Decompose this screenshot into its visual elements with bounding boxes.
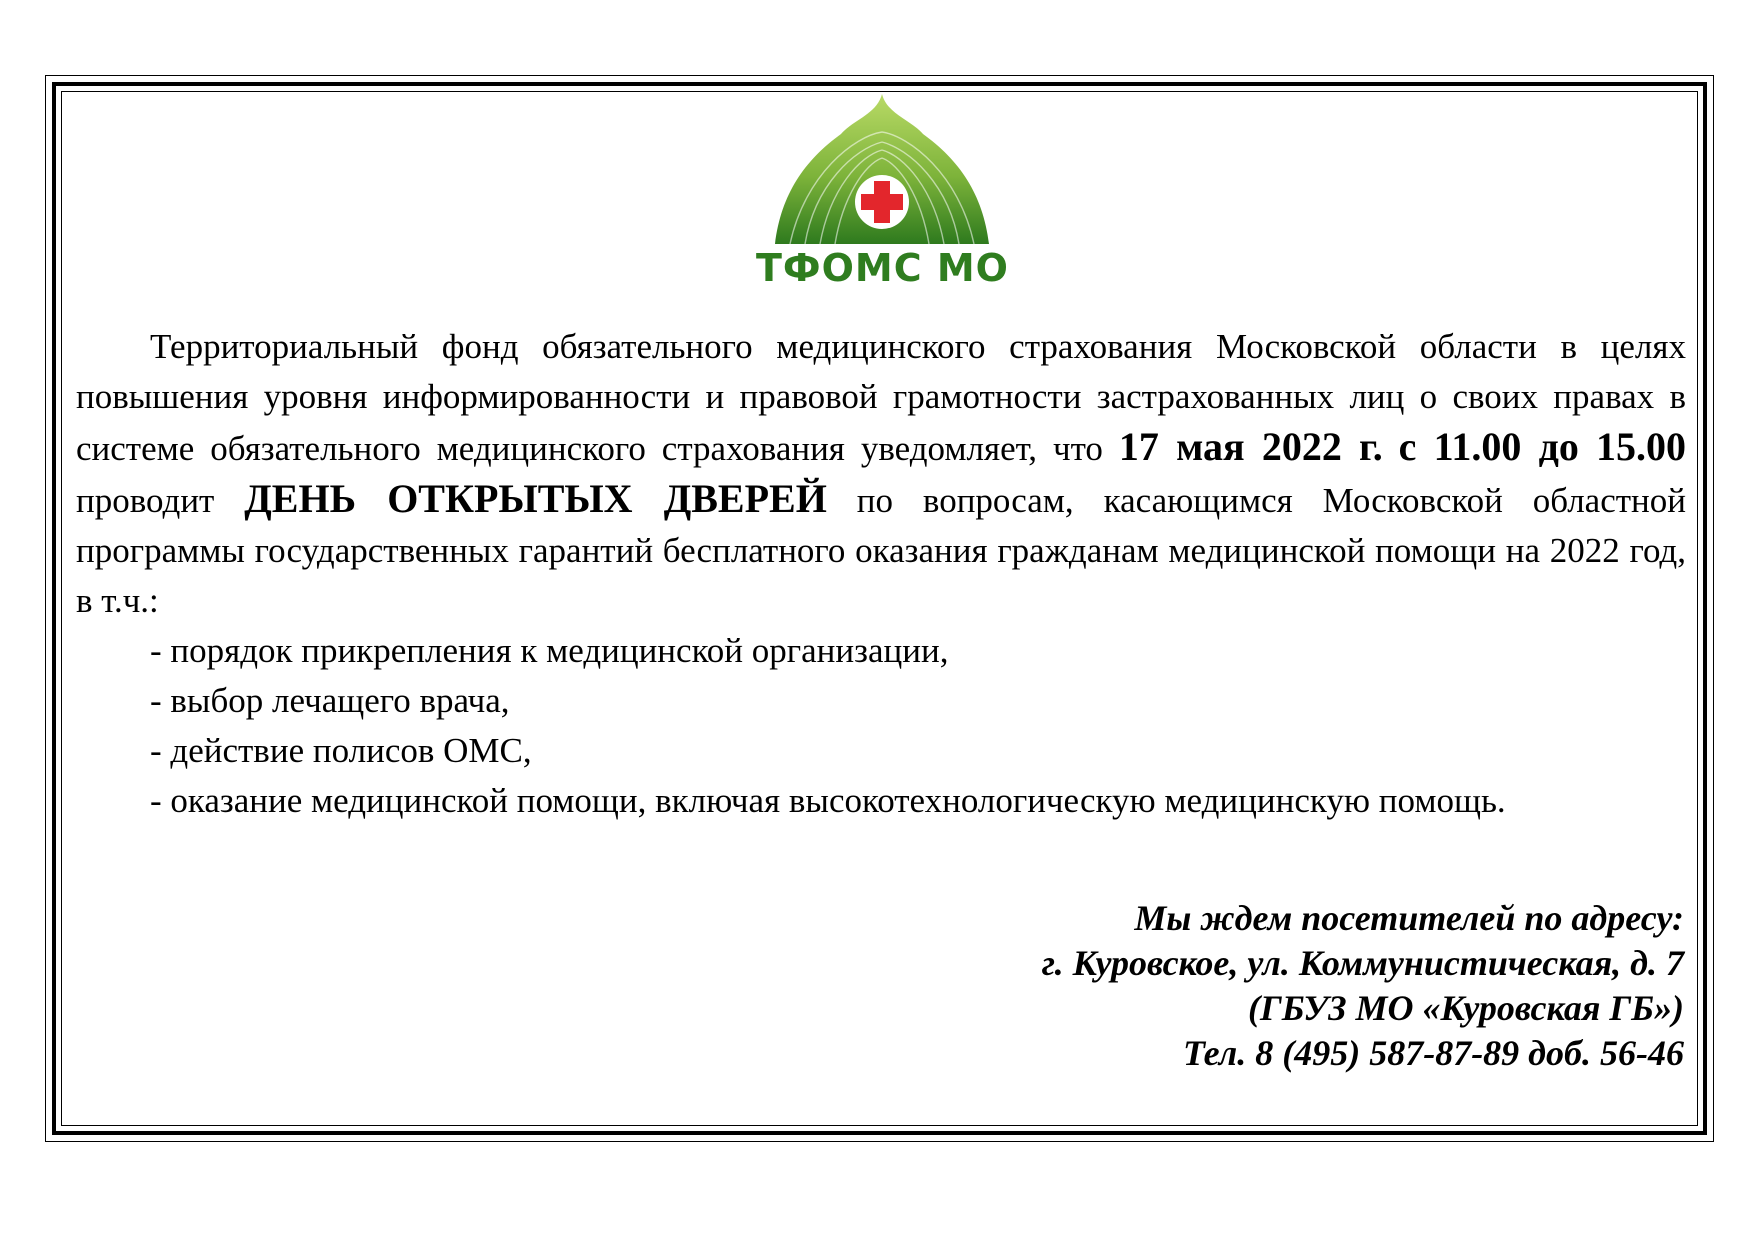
address-street: г. Куровское, ул. Коммунистическая, д. 7 (1041, 943, 1684, 983)
tfoms-logo (745, 94, 1020, 292)
notice-body (76, 322, 1686, 826)
list-item: - порядок прикрепления к медицинской организации, (150, 631, 949, 670)
list-item: - оказание медицинской помощи, включая высокотехнологическую медицинскую помощь. (150, 781, 1506, 820)
address-organization: (ГБУЗ МО «Куровская ГБ») (1248, 988, 1684, 1028)
notice-paragraph (76, 322, 1686, 626)
notice-event-title: ДЕНЬ ОТКРЫТЫХ ДВЕРЕЙ (244, 476, 827, 521)
address-block (1042, 896, 1684, 1076)
address-phone: Тел. 8 (495) 587-87-89 доб. 56-46 (1182, 1033, 1684, 1073)
list-item: - действие полисов ОМС, (150, 731, 532, 770)
address-heading: Мы ждем посетителей по адресу: (1134, 898, 1684, 938)
notice-date: 17 мая 2022 г. (1118, 424, 1383, 469)
notice-topic: по вопросам, касающимся Московской областной программы государственных гарантий бесплатного оказания гражданам медицинской помощи на 2022 год, в т.ч.: (76, 481, 1686, 620)
topics-list (76, 626, 1686, 826)
notice-time: с 11.00 до 15.00 (1398, 424, 1687, 469)
notice-intro: Территориальный фонд обязательного медицинского страхования Московской области в целях повышения уровня информированности и правовой грамотности застрахованных лиц о своих правах в системе обязательного медицинского страхования уведомляет, что (76, 327, 1686, 468)
notice-verb: проводит (76, 481, 215, 520)
logo-text: ТФОМС МО (756, 246, 1009, 290)
list-item: - выбор лечащего врача, (150, 681, 510, 720)
